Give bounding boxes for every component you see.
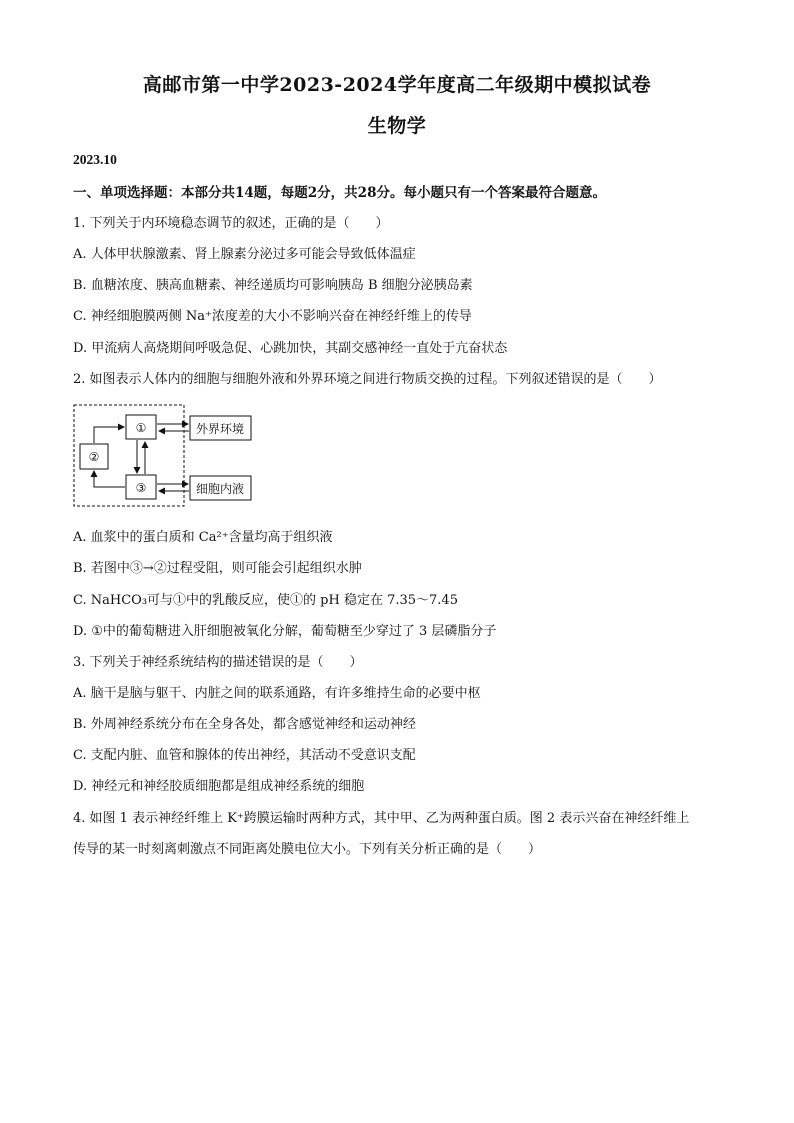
question-1-option-d: D. 甲流病人高烧期间呼吸急促、心跳加快，其副交感神经一直处于亢奋状态 bbox=[73, 341, 508, 356]
question-2-option-a: A. 血浆中的蛋白质和 Ca²⁺含量均高于组织液 bbox=[73, 530, 333, 545]
node-1-label: ① bbox=[135, 421, 147, 435]
question-3-option-c: C. 支配内脏、血管和腺体的传出神经，其活动不受意识支配 bbox=[73, 748, 416, 763]
arrow-2-to-1 bbox=[94, 427, 124, 443]
question-2-option-d: D. ①中的葡萄糖进入肝细胞被氧化分解，葡萄糖至少穿过了 3 层磷脂分子 bbox=[73, 624, 497, 639]
subject-title: 生物学 bbox=[367, 115, 427, 137]
node-3-label: ③ bbox=[135, 481, 147, 495]
question-1-stem: 1. 下列关于内环境稳态调节的叙述，正确的是（ ） bbox=[73, 216, 389, 231]
question-3-stem: 3. 下列关于神经系统结构的描述错误的是（ ） bbox=[73, 655, 363, 670]
question-1-option-c: C. 神经细胞膜两侧 Na⁺浓度差的大小不影响兴奋在神经纤维上的传导 bbox=[73, 309, 472, 324]
question-3-option-d: D. 神经元和神经胶质细胞都是组成神经系统的细胞 bbox=[73, 779, 365, 794]
question-1-option-a: A. 人体甲状腺激素、肾上腺素分泌过多可能会导致低体温症 bbox=[73, 247, 416, 262]
exam-date: 2023.10 bbox=[73, 152, 117, 167]
section-heading: 一、单项选择题：本部分共14题，每题2分，共28分。每小题只有一个答案最符合题意。 bbox=[73, 185, 606, 201]
exchange-diagram-svg bbox=[73, 404, 263, 508]
question-2-option-b: B. 若图中③→②过程受阻，则可能会引起组织水肿 bbox=[73, 561, 362, 576]
exchange-diagram bbox=[73, 404, 263, 508]
arrow-3-to-2 bbox=[94, 471, 125, 487]
node-2-label: ② bbox=[88, 450, 100, 464]
exam-title: 高邮市第一中学2023-2024学年度高二年级期中模拟试卷 bbox=[142, 74, 652, 96]
question-3-option-a: A. 脑干是脑与躯干、内脏之间的联系通路，有许多维持生命的必要中枢 bbox=[73, 686, 481, 701]
question-2-stem: 2. 如图表示人体内的细胞与细胞外液和外界环境之间进行物质交换的过程。下列叙述错误的是（ ） bbox=[73, 372, 662, 387]
question-4-stem-line-1: 4. 如图 1 表示神经纤维上 K⁺跨膜运输时两种方式，其中甲、乙为两种蛋白质。图 2 表示兴奋在神经纤维上 bbox=[73, 811, 690, 826]
question-2-option-c: C. NaHCO₃可与①中的乳酸反应，使①的 pH 稳定在 7.35～7.45 bbox=[73, 593, 458, 608]
question-3-option-b: B. 外周神经系统分布在全身各处，都含感觉神经和运动神经 bbox=[73, 717, 416, 732]
intracellular-fluid-label: 细胞内液 bbox=[195, 482, 245, 496]
outside-environment-label: 外界环境 bbox=[195, 422, 245, 436]
question-4-stem-line-2: 传导的某一时刻离刺激点不同距离处膜电位大小。下列有关分析正确的是（ ） bbox=[73, 842, 542, 857]
question-1-option-b: B. 血糖浓度、胰高血糖素、神经递质均可影响胰岛 B 细胞分泌胰岛素 bbox=[73, 278, 473, 293]
